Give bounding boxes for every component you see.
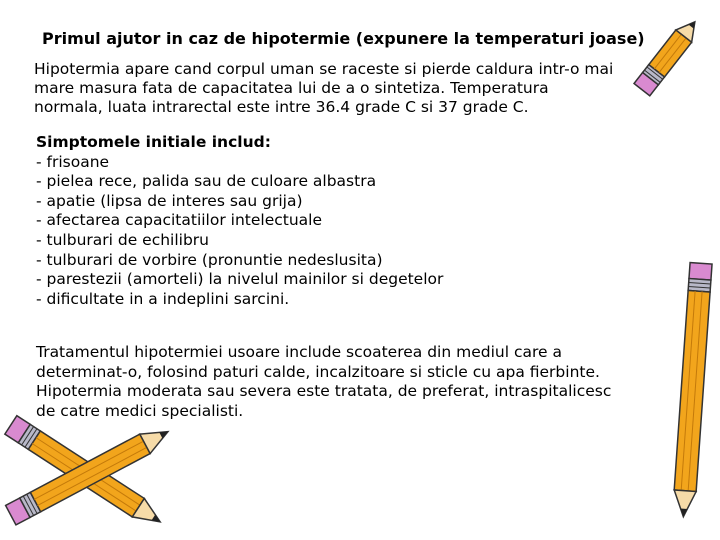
list-item: - dificultate in a indeplini sarcini. xyxy=(36,289,290,308)
pencil-icon xyxy=(664,248,720,538)
list-item: - afectarea capacitatiilor intelectuale xyxy=(36,211,322,230)
symptoms-section xyxy=(36,133,676,309)
list-item: - pielea rece, palida sau de culoare albastra xyxy=(36,172,377,191)
list-item: - parestezii (amorteli) la nivelul mainilor si degetelor xyxy=(36,270,444,289)
intro-line: Hipotermia apare cand corpul uman se raceste si pierde caldura intr-o mai xyxy=(34,60,614,78)
list-item: - tulburari de echilibru xyxy=(36,230,210,249)
symptoms-list xyxy=(36,153,676,310)
list-item: - frisoane xyxy=(36,152,110,171)
treatment-line: de catre medici specialisti. xyxy=(36,401,244,420)
page-title: Primul ajutor in caz de hipotermie (expunere la temperaturi joase) xyxy=(42,29,645,48)
list-item: - apatie (lipsa de interes sau grija) xyxy=(36,191,303,210)
list-item: - tulburari de vorbire (pronuntie nedeslusita) xyxy=(36,250,383,269)
crossed-pencils-icon xyxy=(0,400,190,540)
intro-line: mare masura fata de capacitatea lui de a o sintetiza. Temperatura xyxy=(34,79,549,97)
treatment-line: determinat-o, folosind paturi calde, incalzitoare si sticle cu apa fierbinte. xyxy=(36,362,600,381)
pencil-icon xyxy=(618,0,720,110)
treatment-line: Tratamentul hipotermiei usoare include scoaterea din mediul care a xyxy=(36,343,562,361)
treatment-line: Hipotermia moderata sau severa este tratata, de preferat, intraspitalicesc xyxy=(36,382,612,400)
intro-paragraph xyxy=(34,60,674,117)
intro-line: normala, luata intrarectal este intre 36.4 grade C si 37 grade C. xyxy=(34,98,529,116)
symptoms-heading: Simptomele initiale includ: xyxy=(36,133,271,151)
